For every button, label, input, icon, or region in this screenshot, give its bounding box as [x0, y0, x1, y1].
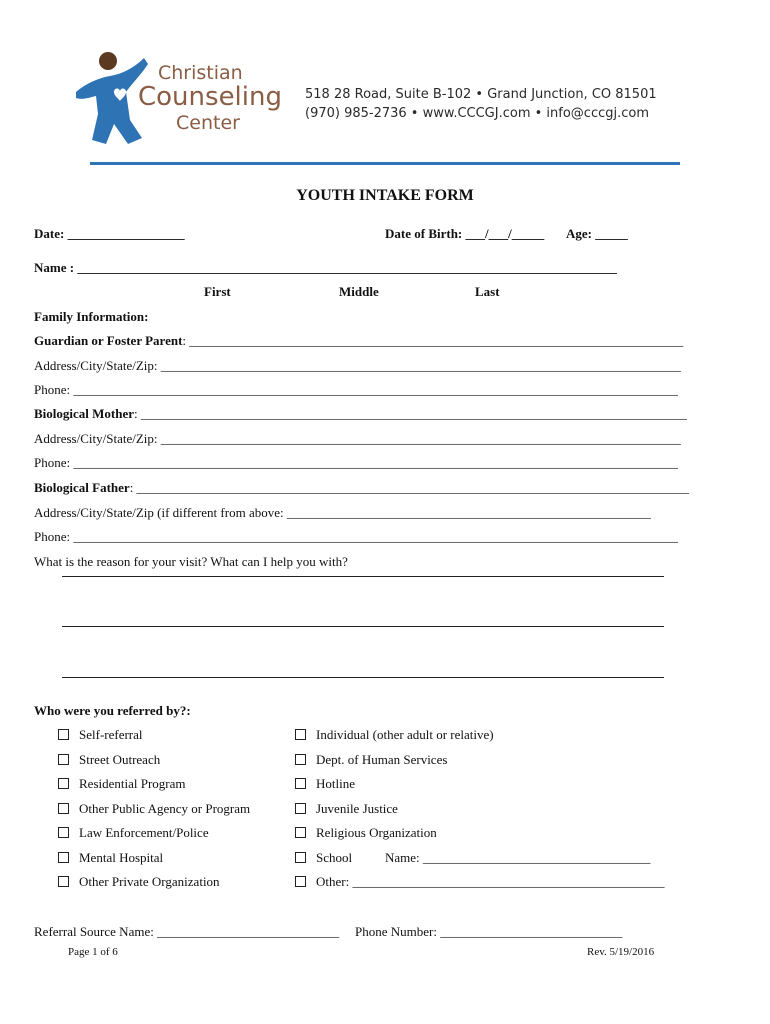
- checkbox[interactable]: [295, 827, 306, 838]
- father-label: Biological Father: [34, 480, 130, 495]
- option-label: Other Private Organization: [79, 874, 220, 889]
- option-label: Residential Program: [79, 776, 186, 791]
- revision-date: Rev. 5/19/2016: [587, 946, 655, 958]
- mother-field[interactable]: [34, 406, 687, 422]
- guardian-line[interactable]: : ____________________________________________________________________________: [182, 333, 684, 348]
- option-label: School: [316, 850, 353, 865]
- option-label: Individual (other adult or relative): [316, 727, 494, 742]
- logo: [70, 48, 280, 148]
- option-label: Mental Hospital: [79, 850, 164, 865]
- referral-source-field[interactable]: Referral Source Name: ____________________________: [34, 924, 340, 939]
- guardian-phone-field[interactable]: Phone: _____________________________________________________________________________________________: [34, 382, 678, 397]
- option-label: Religious Organization: [316, 825, 437, 840]
- mother-phone-field[interactable]: Phone: _____________________________________________________________________________________________: [34, 455, 678, 470]
- mother-label: Biological Mother: [34, 406, 135, 421]
- checkbox[interactable]: [295, 852, 306, 863]
- mother-line[interactable]: : ____________________________________________________________________________________: [134, 406, 687, 421]
- mother-address-field[interactable]: Address/City/State/Zip: ________________________________________________________________________________: [34, 431, 681, 446]
- father-line[interactable]: : _____________________________________________________________________________________: [129, 480, 690, 495]
- date-field[interactable]: Date: __________________: [34, 226, 185, 241]
- option-label: Other Public Agency or Program: [79, 801, 251, 816]
- father-phone-field[interactable]: Phone: _____________________________________________________________________________________________: [34, 529, 678, 544]
- visit-answer-line-2[interactable]: [62, 626, 664, 627]
- checkbox[interactable]: [295, 803, 306, 814]
- checkbox[interactable]: [295, 754, 306, 765]
- dob-field[interactable]: Date of Birth: ___/___/_____: [385, 226, 545, 241]
- checkbox[interactable]: [58, 754, 69, 765]
- option-label[interactable]: Other: ________________________________________________: [316, 874, 665, 889]
- option-label: Self-referral: [79, 727, 143, 742]
- contact-phone-web: (970) 985-2736 • www.CCCGJ.com • info@cccgj.com: [305, 106, 649, 121]
- father-field[interactable]: [34, 480, 689, 496]
- name-middle-label: Middle: [339, 284, 379, 299]
- checkbox[interactable]: [295, 729, 306, 740]
- logo-text-christian: Christian: [158, 62, 243, 84]
- age-field[interactable]: Age: _____: [566, 226, 628, 241]
- name-first-label: First: [204, 284, 231, 299]
- visit-question: What is the reason for your visit? What can I help you with?: [34, 554, 348, 569]
- checkbox[interactable]: [58, 827, 69, 838]
- school-name-field[interactable]: Name: ___________________________________: [385, 850, 651, 865]
- checkbox[interactable]: [295, 876, 306, 887]
- form-title: YOUTH INTAKE FORM: [296, 187, 474, 204]
- visit-answer-line-3[interactable]: [62, 677, 664, 678]
- option-label: Hotline: [316, 776, 355, 791]
- visit-answer-line-1[interactable]: [62, 576, 664, 577]
- option-label: Street Outreach: [79, 752, 161, 767]
- checkbox[interactable]: [58, 803, 69, 814]
- option-label: Law Enforcement/Police: [79, 825, 209, 840]
- header-divider: [90, 162, 680, 165]
- checkbox[interactable]: [58, 852, 69, 863]
- family-heading: Family Information:: [34, 309, 149, 324]
- option-label: Dept. of Human Services: [316, 752, 448, 767]
- page-number: Page 1 of 6: [68, 946, 118, 958]
- referral-heading: Who were you referred by?:: [34, 703, 191, 718]
- checkbox[interactable]: [58, 778, 69, 789]
- name-last-label: Last: [475, 284, 500, 299]
- option-label: Juvenile Justice: [316, 801, 398, 816]
- logo-text-counseling: Counseling: [138, 82, 282, 112]
- father-address-field[interactable]: Address/City/State/Zip (if different from above: ________________________________________________________: [34, 505, 651, 520]
- checkbox[interactable]: [58, 729, 69, 740]
- contact-address: 518 28 Road, Suite B-102 • Grand Junction, CO 81501: [305, 87, 657, 102]
- guardian-field[interactable]: [34, 333, 683, 349]
- guardian-address-field[interactable]: Address/City/State/Zip: ________________________________________________________________________________: [34, 358, 681, 373]
- logo-text-center: Center: [176, 112, 240, 134]
- referral-phone-field[interactable]: Phone Number: ____________________________: [355, 924, 623, 939]
- guardian-label: Guardian or Foster Parent: [34, 333, 183, 348]
- checkbox[interactable]: [295, 778, 306, 789]
- checkbox[interactable]: [58, 876, 69, 887]
- name-field[interactable]: Name : ___________________________________________________________________________________: [34, 260, 617, 275]
